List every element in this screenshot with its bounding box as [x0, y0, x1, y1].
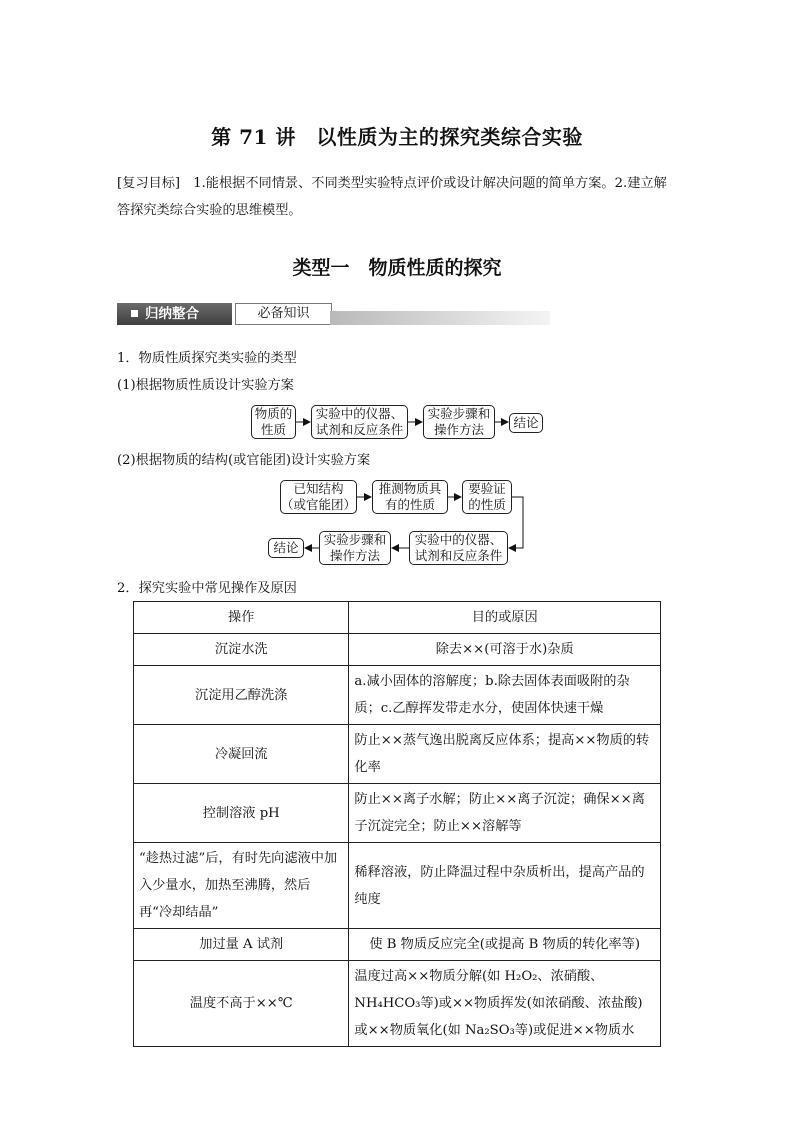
table-cell: 防止××蒸气逸出脱离反应体系；提高××物质的转化率 — [349, 725, 661, 784]
sub-1-heading: (1)根据物质性质设计实验方案 — [117, 378, 294, 393]
flow2-box-properties-to-verify: 要验证 的性质 — [462, 480, 512, 514]
point-1-heading: 1．物质性质探究类实验的类型 — [117, 351, 297, 366]
lesson-title: 第 71 讲 以性质为主的探究类综合实验 — [211, 125, 583, 149]
flow1-box-conclusion: 结论 — [509, 413, 543, 433]
section-badge-sub: 必备知识 — [235, 303, 332, 325]
table-cell: 除去××(可溶于水)杂质 — [349, 634, 661, 666]
flow2-arrow-3 — [509, 497, 523, 548]
table-row — [134, 929, 661, 961]
table-row — [134, 725, 661, 784]
table-cell: 防止××离子水解；防止××离子沉淀；确保××离子沉淀完全；防止××溶解等 — [349, 784, 661, 843]
table-row — [134, 843, 661, 929]
flow2-box-steps: 实验步骤和 操作方法 — [319, 531, 391, 565]
operations-table — [133, 601, 661, 1047]
table-cell: 控制溶液 pH — [134, 784, 349, 843]
table-header: 目的或原因 — [349, 602, 661, 634]
sub-2-heading: (2)根据物质的结构(或官能团)设计实验方案 — [117, 453, 371, 468]
table-cell: 沉淀水洗 — [134, 634, 349, 666]
table-cell: 沉淀用乙醇洗涤 — [134, 666, 349, 725]
flow2-box-apparatus: 实验中的仪器、 试剂和反应条件 — [409, 531, 508, 565]
table-cell: 加过量 A 试剂 — [134, 929, 349, 961]
table-cell: 稀释溶液，防止降温过程中杂质析出，提高产品的纯度 — [349, 843, 661, 929]
table-header: 操作 — [134, 602, 349, 634]
table-row — [134, 634, 661, 666]
flow1-box-properties: 物质的 性质 — [251, 405, 296, 439]
table-row — [134, 961, 661, 1047]
type-heading: 类型一 物质性质的探究 — [292, 257, 502, 279]
table-cell: 温度过高××物质分解(如 H₂O₂、浓硝酸、NH₄HCO₃等)或××物质挥发(如浓硝酸、浓盐酸)或××物质氧化(如 Na₂SO₃等)或促进××物质水 — [349, 961, 661, 1047]
table-cell: “趁热过滤”后，有时先向滤液中加入少量水，加热至沸腾，然后再“冷却结晶” — [134, 843, 349, 929]
flow2-box-predicted-properties: 推测物质具 有的性质 — [372, 480, 448, 514]
table-cell: 温度不高于××℃ — [134, 961, 349, 1047]
table-row — [134, 666, 661, 725]
flow1-box-apparatus: 实验中的仪器、 试剂和反应条件 — [311, 405, 408, 439]
table-cell: 使 B 物质反应完全(或提高 B 物质的转化率等) — [349, 929, 661, 961]
section-badge-main: 归纳整合 — [117, 303, 232, 325]
table-cell: 冷凝回流 — [134, 725, 349, 784]
table-cell: a.减小固体的溶解度；b.除去固体表面吸附的杂质；c.乙醇挥发带走水分，使固体快速干燥 — [349, 666, 661, 725]
flow2-box-conclusion: 结论 — [268, 538, 304, 558]
flow2-box-known-structure: 已知结构 （或官能团） — [281, 481, 357, 512]
table-row — [134, 784, 661, 843]
table-header-row — [134, 602, 661, 634]
review-goals: [复习目标] 1.能根据不同情景、不同类型实验特点评价或设计解决问题的简单方案。2.建立解答探究类综合实验的思维模型。 — [117, 176, 667, 218]
point-2-heading: 2．探究实验中常见操作及原因 — [117, 581, 297, 596]
flow1-box-steps: 实验步骤和 操作方法 — [423, 405, 495, 439]
